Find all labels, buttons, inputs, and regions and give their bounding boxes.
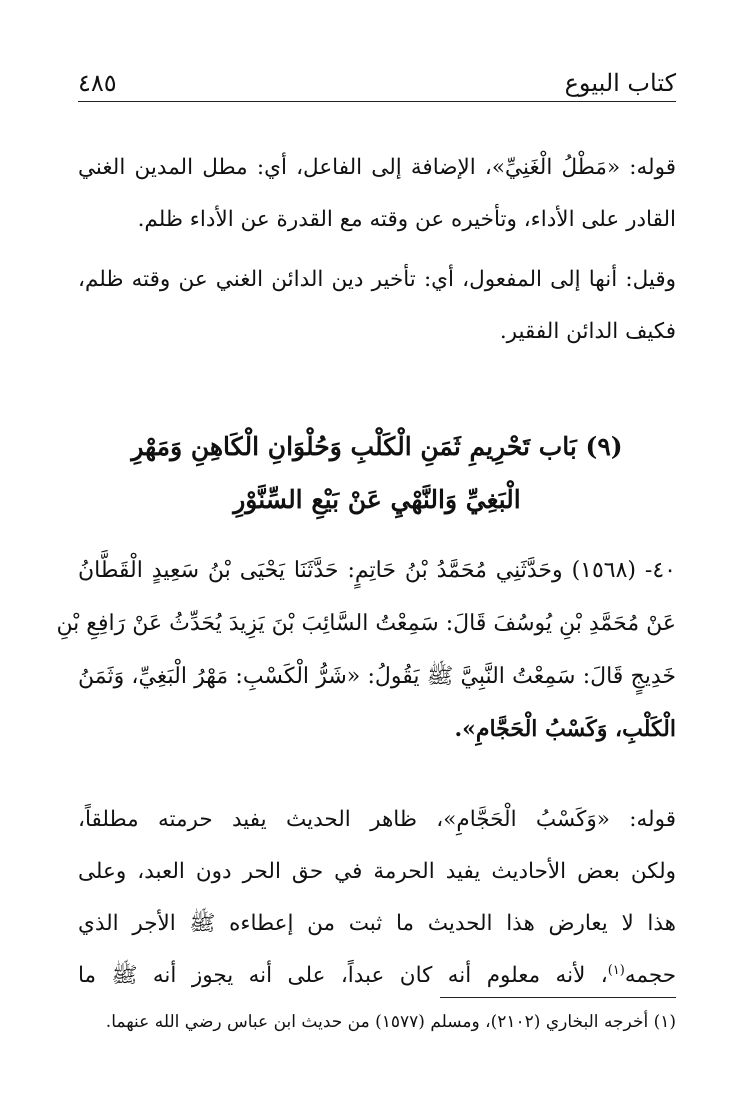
footnote: (١) أخرجه البخاري (٢١٠٢)، ومسلم (١٥٧٧) من حديث ابن عباس رضي الله عنهما.: [105, 1012, 676, 1032]
text-line: هذا لا يعارض هذا الحديث ما ثبت من إعطاءه ﷺ الأجر الذي: [78, 911, 676, 936]
book-title: كتاب البيوع: [564, 69, 676, 97]
footnote-reference: (١): [607, 962, 625, 978]
paragraph-alternate-view: [78, 254, 676, 358]
text-line: قوله: «وَكَسْبُ الْحَجَّامِ»، ظاهر الحديث يفيد حرمته مطلقاً،: [78, 807, 676, 832]
text-line: الْكَلْبِ، وَكَسْبُ الْحَجَّامِ».: [454, 716, 676, 742]
footnote-divider: [440, 997, 676, 998]
text-line: قوله: «مَطْلُ الْغَنِيِّ»، الإضافة إلى الفاعل، أي: مطل المدين الغني: [78, 155, 676, 180]
text-line: [78, 950, 676, 1002]
chapter-heading: [78, 420, 676, 526]
text-fragment: حجمه: [624, 963, 676, 988]
chapter-heading-line: الْبَغِيِّ وَالنَّهْيِ عَنْ بَيْعِ السِّنَّوْرِ: [233, 485, 521, 514]
text-fragment: ، لأنه معلوم أنه كان عبداً، على أنه يجوز أنه ﷺ ما: [78, 963, 608, 988]
text-line: وقيل: أنها إلى المفعول، أي: تأخير دين الدائن الغني عن وقته ظلم،: [78, 267, 676, 292]
text-line: ٤٠- (١٥٦٨) وحَدَّثَنِي مُحَمَّدُ بْنُ حَاتِمٍ: حَدَّثَنَا يَحْيَى بْنُ سَعِيدٍ الْقَطَّانُ: [78, 558, 676, 583]
running-header: [78, 58, 676, 102]
chapter-heading-line: (٩) بَاب تَحْرِيمِ ثَمَنِ الْكَلْبِ وَحُلْوَانِ الْكَاهِنِ وَمَهْرِ: [131, 432, 623, 461]
text-line: خَدِيجٍ قَالَ: سَمِعْتُ النَّبِيَّ ﷺ يَقُولُ: «شَرُّ الْكَسْبِ: مَهْرُ الْبَغِيِّ، وَثَمَنُ: [78, 664, 676, 689]
text-line: ولكن بعض الأحاديث يفيد الحرمة في حق الحر دون العبد، وعلى: [78, 859, 676, 884]
text-line: القادر على الأداء، وتأخيره عن وقته مع القدرة عن الأداء ظلم.: [137, 207, 676, 232]
text-line: فكيف الدائن الفقير.: [499, 319, 676, 344]
page-number: ٤٨٥: [78, 69, 117, 97]
hadith-text: [56, 544, 676, 756]
paragraph-matl-alghani: [78, 142, 676, 246]
text-line: عَنْ مُحَمَّدِ بْنِ يُوسُفَ قَالَ: سَمِعْتُ السَّائِبَ بْنَ يَزِيدَ يُحَدِّثُ عَنْ رَافِعِ بْنِ: [56, 611, 676, 636]
commentary-paragraph: [78, 794, 676, 1002]
